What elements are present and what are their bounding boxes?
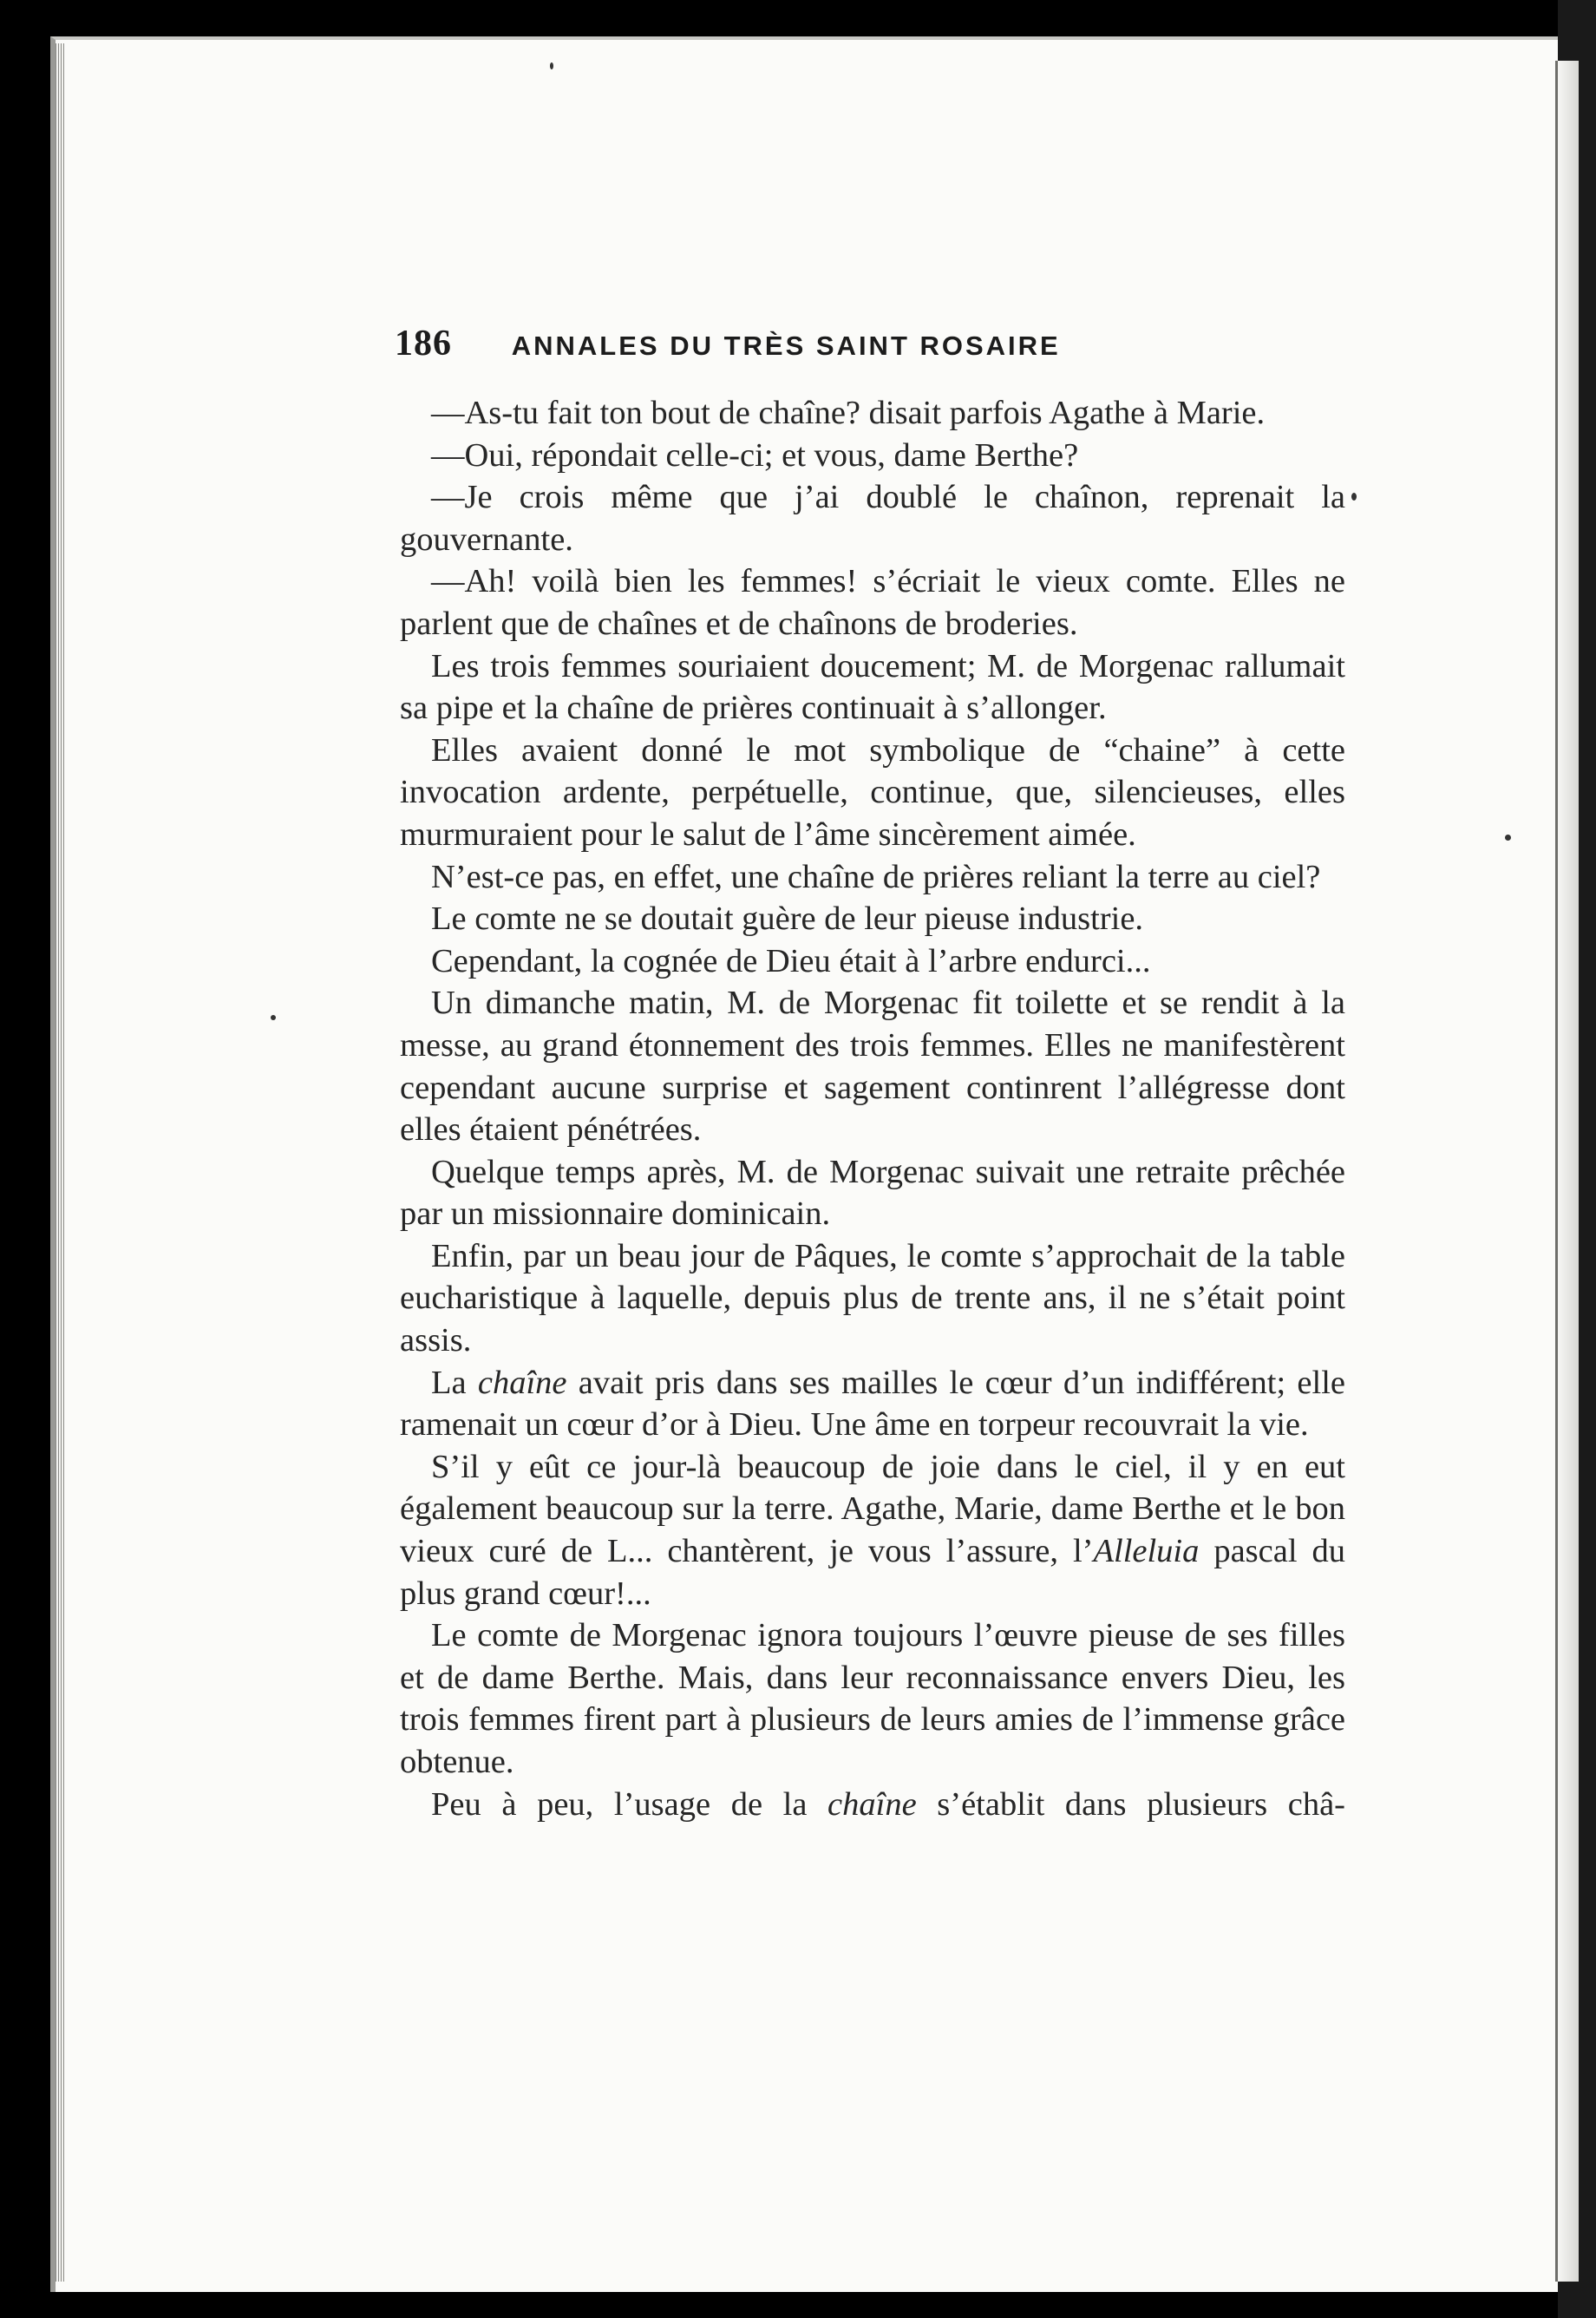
paragraph	[400, 392, 1345, 435]
ink-speck	[550, 62, 553, 69]
paragraph	[400, 898, 1345, 940]
paragraph	[400, 856, 1345, 899]
text-run: Un dimanche matin, M. de Morgenac fit toilette et se rendit à la messe, au grand étonnement des trois femmes. Elles ne manifestèrent cependant aucune surprise et sagement continrent l’allégresse dont elles étaient pénétrées.	[400, 985, 1345, 1149]
text-run: Quelque temps après, M. de Morgenac suivait une retraite prêchée par un missionnaire dominicain.	[400, 1153, 1345, 1233]
text-run: La	[431, 1364, 478, 1401]
page-header	[395, 323, 1349, 364]
paragraph	[400, 1235, 1345, 1362]
text-run: Cependant, la cognée de Dieu était à l’arbre endurci...	[431, 942, 1151, 979]
ink-speck	[1351, 493, 1357, 501]
text-run: N’est-ce pas, en effet, une chaîne de prières reliant la terre au ciel?	[431, 858, 1321, 895]
page-number: 186	[395, 324, 452, 363]
text-run: S’il y eût ce jour-là beaucoup de joie dans le ciel, il y en eut également beaucoup sur la terre. Agathe, Marie, dame Berthe et le bon vieux curé de L... chantèrent, je vous l’assure, l’	[400, 1448, 1345, 1570]
paragraph	[400, 1614, 1345, 1783]
ink-speck	[1505, 835, 1511, 841]
paragraph	[400, 1151, 1345, 1235]
text-run: —Je crois même que j’ai doublé le chaînon, reprenait la gouvernante.	[400, 479, 1345, 558]
paragraph	[400, 982, 1345, 1150]
text-run: Enfin, par un beau jour de Pâques, le comte s’approchait de la table eucharistique à laquelle, depuis plus de trente ans, il ne s’était point assis.	[400, 1237, 1345, 1359]
text-run: Peu à peu, l’usage de la	[431, 1785, 828, 1823]
paragraph	[400, 560, 1345, 645]
body-text	[400, 392, 1345, 1825]
adjacent-page-edge	[1555, 61, 1579, 2282]
italic-text: Alleluia	[1093, 1533, 1200, 1570]
paragraph	[400, 1446, 1345, 1614]
text-run: Les trois femmes souriaient doucement; M. de Morgenac rallumait sa pipe et la chaîne de prières continuait à s’allonger.	[400, 647, 1345, 727]
paragraph	[400, 730, 1345, 856]
text-run: —Oui, répondait celle-ci; et vous, dame Berthe?	[431, 436, 1079, 474]
running-title: ANNALES DU TRÈS SAINT ROSAIRE	[511, 331, 1061, 361]
text-run: Elles avaient donné le mot symbolique de “chaine” à cette invocation ardente, perpétuelle, continue, que, silencieuses, elles murmuraient pour le salut de l’âme sincèrement aimée.	[400, 731, 1345, 853]
paragraph	[400, 1784, 1345, 1826]
page-edge-shading	[56, 43, 64, 2282]
text-run: s’établit dans plusieurs châ-	[916, 1785, 1345, 1823]
text-run: avait pris dans ses mailles le cœur d’un indifférent; elle ramenait un cœur d’or à Dieu. Une âme en torpeur recouvrait la vie.	[400, 1364, 1345, 1444]
text-run: —As-tu fait ton bout de chaîne? disait parfois Agathe à Marie.	[431, 395, 1266, 431]
paragraph	[400, 476, 1345, 560]
paragraph	[400, 940, 1345, 983]
text-run: Le comte ne se doutait guère de leur pieuse industrie.	[431, 900, 1144, 938]
paragraph	[400, 435, 1345, 477]
book-spine	[1558, 0, 1596, 2318]
ink-speck	[271, 1015, 276, 1020]
text-run: Le comte de Morgenac ignora toujours l’œuvre pieuse de ses filles et de dame Berthe. Mais, dans leur reconnaissance envers Dieu, les trois femmes firent part à plusieurs de leurs amies de l’immense grâce obtenue.	[400, 1617, 1345, 1780]
text-run: pascal du plus grand cœur!...	[400, 1533, 1345, 1612]
paragraph	[400, 1362, 1345, 1446]
italic-text: chaîne	[827, 1785, 917, 1823]
text-run: —Ah! voilà bien les femmes! s’écriait le vieux comte. Elles ne parlent que de chaînes et de chaînons de broderies.	[400, 563, 1345, 642]
italic-text: chaîne	[477, 1364, 567, 1401]
paragraph	[400, 645, 1345, 730]
